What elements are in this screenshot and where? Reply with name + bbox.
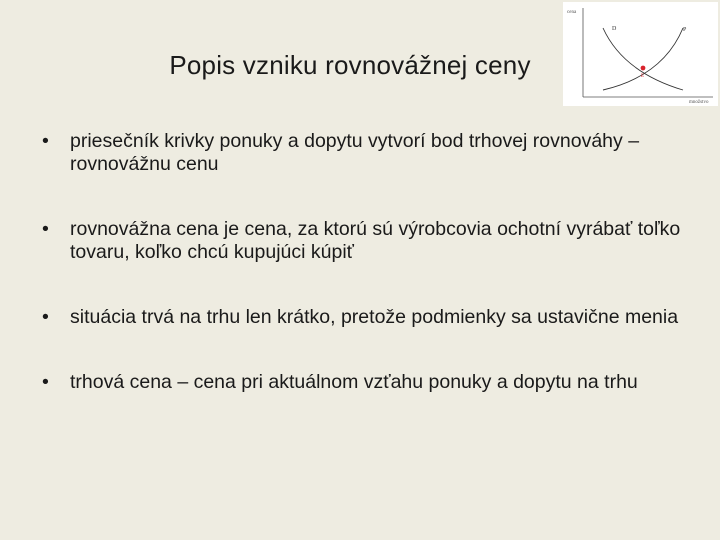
bullet-dot: • xyxy=(42,371,49,393)
slide-title: Popis vzniku rovnovážnej ceny xyxy=(169,50,531,80)
bullet-text: trhová cena – cena pri aktuálnom vzťahu ponuky a dopytu na trhu xyxy=(70,371,638,393)
supply-demand-figure xyxy=(563,2,718,106)
equilibrium-point xyxy=(641,66,646,71)
equilibrium-label: E xyxy=(641,74,645,79)
x-axis-label: množstvo xyxy=(689,100,709,105)
bullet-item xyxy=(40,218,690,264)
bullet-dot: • xyxy=(42,306,49,328)
supply-demand-graph xyxy=(563,2,718,106)
bullet-text: priesečník krivky ponuky a dopytu vytvorí bod trhovej rovnováhy – rovnovážnu cenu xyxy=(70,130,640,175)
bullet-item xyxy=(40,130,690,176)
supply-label: P xyxy=(683,27,687,33)
bullet-dot: • xyxy=(42,218,49,240)
supply-curve xyxy=(603,28,683,90)
bullet-dot: • xyxy=(42,130,49,152)
demand-curve xyxy=(603,28,683,90)
bullet-text: rovnovážna cena je cena, za ktorú sú výrobcovia ochotní vyrábať toľko tovaru, koľko chcú kupujúci kúpiť xyxy=(70,218,681,263)
bullet-list xyxy=(40,130,690,437)
demand-label: D xyxy=(612,26,617,32)
bullet-item xyxy=(40,371,690,394)
bullet-text: situácia trvá na trhu len krátko, pretože podmienky sa ustavične menia xyxy=(70,306,679,328)
bullet-item xyxy=(40,306,690,329)
y-axis-label: cena xyxy=(567,10,577,15)
